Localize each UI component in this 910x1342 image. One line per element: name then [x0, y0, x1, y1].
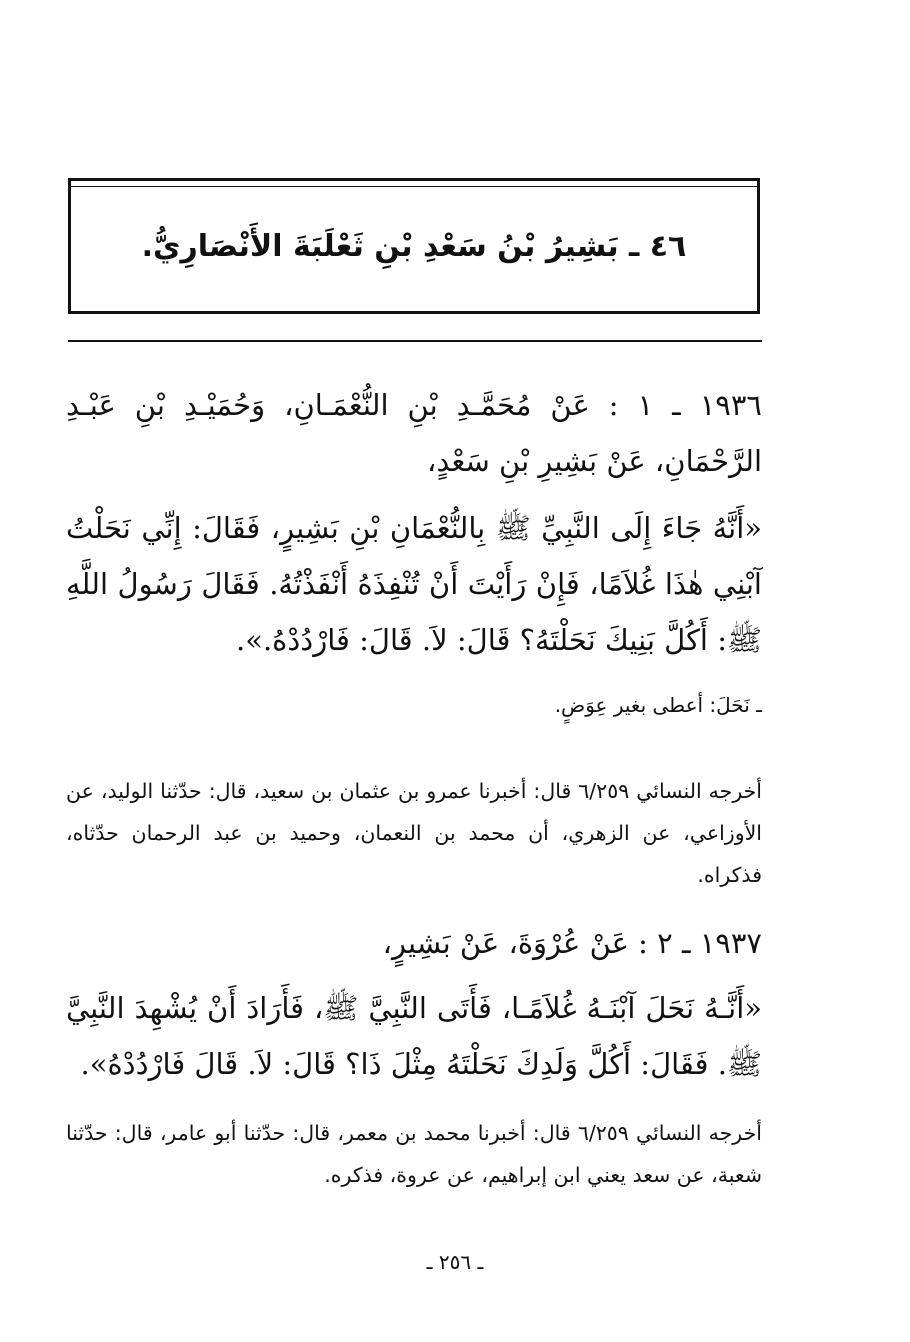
hadith-1937-reference: أخرجه النسائي ٦/٢٥٩ قال: أخبرنا محمد بن معمر، قال: حدّثنا أبو عامر، قال: حدّثنا شعبة، عن سعد يعني ابن إبراهيم، عن عروة، فذكره.: [66, 1121, 762, 1187]
page-number: ـ ٢٥٦ ـ: [426, 1250, 484, 1274]
hadith-1936-gloss: ـ نَحَلَ: أعطى بغير عِوَضٍ.: [554, 693, 762, 717]
title-box-inner-rule: [71, 186, 757, 187]
hadith-1936-reference: أخرجه النسائي ٦/٢٥٩ قال: أخبرنا عمرو بن عثمان بن سعيد، قال: حدّثنا الوليد، عن الأوزاعي، عن الزهري، أن محمد بن النعمان، وحميد بن عبد الرحمان حدّثاه، فذكراه.: [66, 779, 762, 887]
hadith-1937-matn: «أَنَّـهُ نَحَلَ آبْنَـهُ غُلاَمًـا، فَأَتَى النَّبِيَّ ﷺ، فَأَرَادَ أَنْ يُشْهِدَ النَّبِيَّ ﷺ. فَقَالَ: أَكُلَّ وَلَدِكَ نَحَلْتَهُ مِثْلَ ذَا؟ قَالَ: لاَ. قَالَ فَارْدُدْهُ».: [66, 991, 762, 1081]
hadith-1937-isnad: ١٩٣٧ ـ ٢ : عَنْ عُرْوَةَ، عَنْ بَشِيرٍ،: [382, 926, 762, 960]
hadith-1936-matn: «أَنَّهُ جَاءَ إِلَى النَّبِيِّ ﷺ بِالنُّعْمَانِ بْنِ بَشِيرٍ، فَقَالَ: إِنِّي نَحَلْتُ آبْنِي هٰذَا غُلاَمًا، فَإِنْ رَأَيْتَ أَنْ تُنْفِذَهُ أَنْفَذْتُهُ. فَقَالَ رَسُولُ اللَّهِ ﷺ: أَكُلَّ بَنِيكَ نَحَلْتَهُ؟ قَالَ: لاَ. قَالَ: فَارْدُدْهُ.».: [66, 511, 762, 657]
chapter-title: ٤٦ ـ بَشِيرُ بْنُ سَعْدِ بْنِ ثَعْلَبَةَ الأَنْصَارِيُّ.: [141, 228, 687, 264]
chapter-title-box: [68, 178, 760, 314]
section-divider: [68, 340, 762, 342]
hadith-1936-isnad: ١٩٣٦ ـ ١ : عَنْ مُحَمَّـدِ بْنِ النُّعْمَـانِ، وَحُمَيْـدِ بْنِ عَبْـدِ الرَّحْمَانِ، عَنْ بَشِيرِ بْنِ سَعْدٍ،: [66, 388, 762, 478]
